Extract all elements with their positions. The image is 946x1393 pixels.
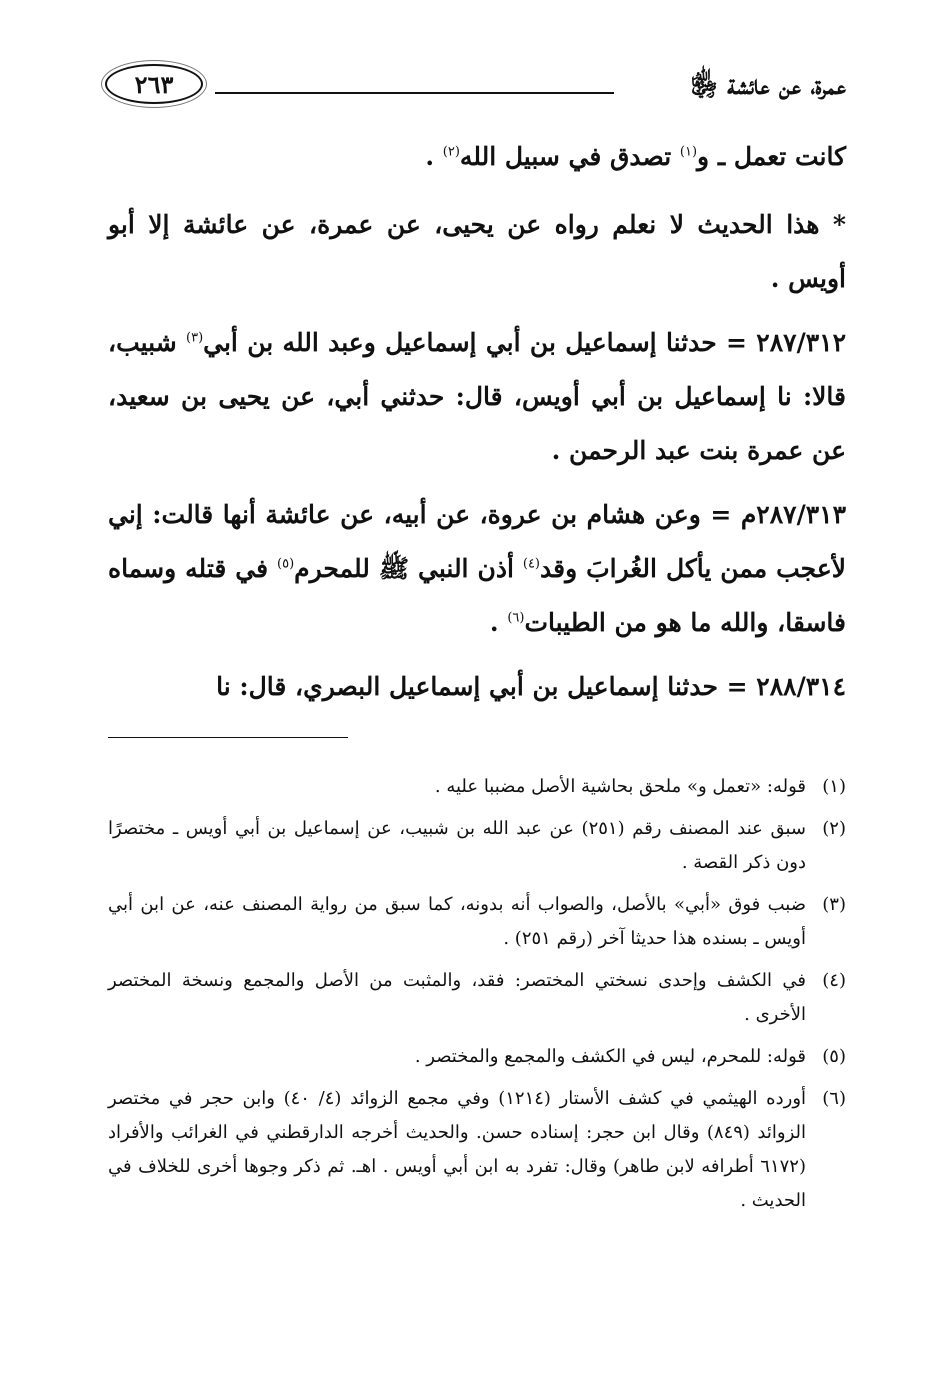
text-run: كانت تعمل ـ و: [697, 142, 846, 171]
footnote-ref-6: (٦): [507, 610, 525, 626]
footnote-5: [108, 1040, 846, 1074]
footnote-number: (٤): [822, 970, 846, 991]
footnote-text: قوله: «تعمل و» ملحق بحاشية الأصل مضببا عليه .: [434, 776, 806, 797]
text-run: .: [425, 142, 443, 171]
paragraph-4: [108, 488, 846, 650]
running-title: عمرة، عن عائشة ﵂: [690, 70, 846, 101]
footnote-ref-3: (٣): [186, 330, 204, 346]
page-number-badge: ٢٦٣: [105, 64, 203, 104]
text-run: ٢٨٧/٣١٣م = وعن هشام بن عروة، عن أبيه، عن عائشة أنها قالت: إني لأعجب ممن يأكل الغُرابَ وقد: [108, 500, 846, 583]
footnote-4: [108, 964, 846, 1032]
footnote-number: (٢): [822, 818, 846, 839]
paragraph-5: ٢٨٨/٣١٤ = حدثنا إسماعيل بن أبي إسماعيل البصري، قال: نا: [216, 672, 846, 701]
footnote-text: أورده الهيثمي في كشف الأستار (١٢١٤) وفي مجمع الزوائد (٤/ ٤٠) وابن حجر في مختصر الزوائد (٨٤٩) وقال ابن حجر: إسناده حسن. والحديث أخرجه الدارقطني في الغرائب والأفراد (٦١٧٢ أطرافه لابن طاهر) وقال: تفرد به ابن أبي أويس . اهـ. ثم ذكر وجوها أخرى للخلاف في الحديث .: [108, 1088, 807, 1211]
footnote-text: قوله: للمحرم، ليس في الكشف والمجمع والمختصر .: [414, 1046, 806, 1067]
footnote-number: (٣): [822, 894, 846, 915]
text-run: في قتله وسماه فاسقا، والله ما هو من الطيبات: [108, 554, 846, 637]
footnote-number: (١): [822, 776, 846, 797]
footnote-divider: [108, 737, 348, 738]
footnote-ref-1: (١): [679, 144, 698, 160]
footnotes: [108, 770, 846, 1226]
main-text: [108, 130, 846, 724]
footnote-1: [108, 770, 846, 804]
paragraph-3: [108, 316, 846, 478]
page-header: [105, 62, 846, 114]
footnote-ref-5: (٥): [277, 556, 295, 572]
text-run: أذن النبي ﷺ للمحرم: [294, 554, 523, 583]
footnote-text: ضبب فوق «أبي» بالأصل، والصواب أنه بدونه، كما سبق من رواية المصنف عنه، عن ابن أبي أويس ـ بسنده هذا حديثا آخر (رقم ٢٥١) .: [108, 894, 806, 949]
text-run: ٢٨٧/٣١٢ = حدثنا إسماعيل بن أبي إسماعيل وعبد الله بن أبي: [203, 328, 846, 357]
footnote-number: (٦): [822, 1088, 846, 1109]
footnote-text: في الكشف وإحدى نسختي المختصر: فقد، والمثبت من الأصل والمجمع ونسخة المختصر الأخرى .: [108, 970, 806, 1025]
header-rule: [215, 92, 614, 94]
footnote-2: [108, 812, 846, 880]
footnote-3: [108, 888, 846, 956]
paragraph-1: [108, 130, 846, 184]
text-run: شبيب، قالا: نا إسماعيل بن أبي أويس، قال: حدثني أبي، عن يحيى بن سعيد، عن عمرة بنت عبد الرحمن .: [108, 328, 846, 465]
footnote-ref-4: (٤): [522, 556, 540, 572]
text-run: .: [489, 608, 508, 637]
paragraph-2: * هذا الحديث لا نعلم رواه عن يحيى، عن عمرة، عن عائشة إلا أبو أويس .: [108, 210, 846, 293]
footnote-text: سبق عند المصنف رقم (٢٥١) عن عبد الله بن شبيب، عن إسماعيل بن أبي أويس ـ مختصرًا دون ذكر القصة .: [108, 818, 806, 873]
footnote-6: [108, 1082, 846, 1218]
text-run: تصدق في سبيل الله: [459, 142, 680, 171]
footnote-number: (٥): [822, 1046, 846, 1067]
footnote-ref-2: (٢): [442, 144, 460, 160]
